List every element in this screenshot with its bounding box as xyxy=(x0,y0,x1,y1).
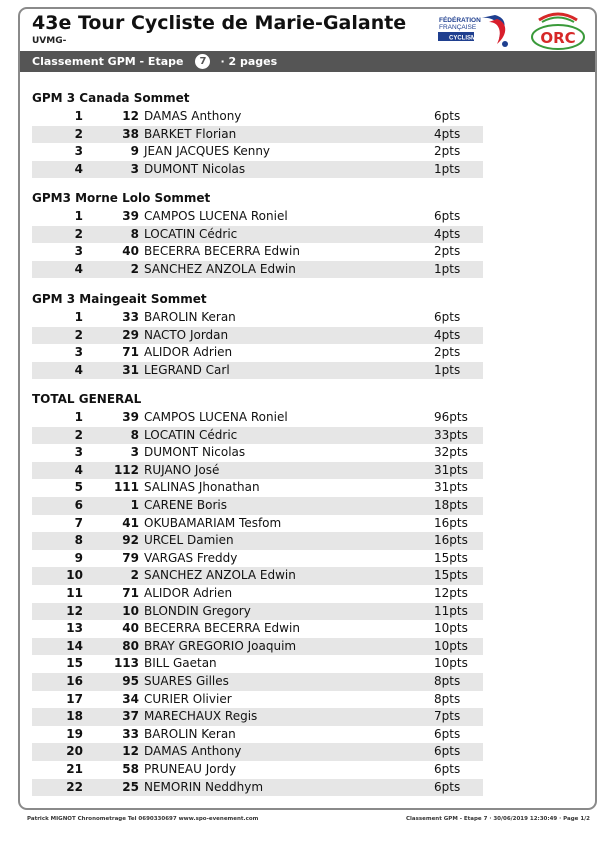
section-title: GPM3 Morne Lolo Sommet xyxy=(32,191,211,205)
ranking-row xyxy=(32,243,483,261)
bib-number: 33 xyxy=(122,726,139,741)
rider-name: DUMONT Nicolas xyxy=(144,445,246,460)
rider-name: ALIDOR Adrien xyxy=(144,586,233,600)
bib-number: 37 xyxy=(122,709,139,724)
rank: 20 xyxy=(66,744,83,759)
results-sheet xyxy=(18,7,597,810)
bib-number: 58 xyxy=(122,762,139,776)
ranking-row xyxy=(32,691,483,709)
rank: 12 xyxy=(66,603,83,618)
points: 31pts xyxy=(434,480,468,495)
rider-name: JEAN JACQUES Kenny xyxy=(144,144,271,159)
rank: 3 xyxy=(74,144,83,159)
section-title: GPM 3 Canada Sommet xyxy=(32,91,190,105)
rank: 17 xyxy=(66,691,83,706)
ranking-row xyxy=(32,532,483,550)
rank: 11 xyxy=(66,586,83,600)
bib-number: 9 xyxy=(130,144,139,159)
banner-label: Classement GPM - Etape xyxy=(32,55,184,68)
bib-number: 95 xyxy=(122,674,139,688)
bib-number: 12 xyxy=(122,109,139,123)
points: 6pts xyxy=(434,109,461,123)
points: 6pts xyxy=(434,779,461,794)
rider-name: LOCATIN Cédric xyxy=(144,226,238,241)
footer-page-info: Classement GPM - Etape 7 · 30/06/2019 12:30:49 · Page 1/2 xyxy=(405,816,590,822)
rider-name: SALINAS Jhonathan xyxy=(144,480,260,495)
points: 1pts xyxy=(434,362,461,377)
points: 6pts xyxy=(434,762,461,776)
bib-number: 29 xyxy=(122,327,139,342)
ranking-row xyxy=(32,620,483,638)
points: 33pts xyxy=(434,427,468,442)
points: 15pts xyxy=(434,550,468,565)
ranking-row xyxy=(32,567,483,585)
rider-name: LOCATIN Cédric xyxy=(144,427,238,442)
points: 10pts xyxy=(434,638,468,653)
bib-number: 80 xyxy=(122,638,139,653)
bib-number: 113 xyxy=(113,656,139,671)
rider-name: BECERRA BECERRA Edwin xyxy=(144,244,300,259)
bib-number: 3 xyxy=(130,161,139,176)
rider-name: URCEL Damien xyxy=(144,533,234,548)
rank: 10 xyxy=(66,568,83,583)
bib-number: 31 xyxy=(122,362,139,377)
rank: 5 xyxy=(74,480,83,495)
page-count: · 2 pages xyxy=(220,55,278,68)
points: 10pts xyxy=(434,656,468,671)
points: 16pts xyxy=(434,515,468,530)
rank: 4 xyxy=(74,462,83,477)
ranking-row xyxy=(32,603,483,621)
bib-number: 10 xyxy=(122,603,139,618)
rank: 4 xyxy=(74,161,83,176)
rider-name: ALIDOR Adrien xyxy=(144,345,233,360)
points: 32pts xyxy=(434,445,468,460)
rank: 1 xyxy=(74,109,83,123)
points: 6pts xyxy=(434,726,461,741)
ranking-row xyxy=(32,208,483,226)
points: 4pts xyxy=(434,226,461,241)
rank: 22 xyxy=(66,779,83,794)
ranking-row xyxy=(32,779,483,797)
ranking-row xyxy=(32,655,483,673)
rider-name: BECERRA BECERRA Edwin xyxy=(144,621,300,636)
bib-number: 39 xyxy=(122,410,139,424)
points: 1pts xyxy=(434,261,461,276)
rider-name: RUJANO José xyxy=(144,462,220,477)
bib-number: 40 xyxy=(122,621,139,636)
bib-number: 8 xyxy=(130,226,139,241)
bib-number: 25 xyxy=(122,779,139,794)
rank: 2 xyxy=(74,427,83,442)
ranking-row xyxy=(32,743,483,761)
ranking-row xyxy=(32,143,483,161)
points: 6pts xyxy=(434,310,461,324)
rank: 4 xyxy=(74,261,83,276)
ranking-row xyxy=(32,427,483,445)
rider-name: OKUBAMARIAM Tesfom xyxy=(144,515,282,530)
rank: 2 xyxy=(74,327,83,342)
ranking-row xyxy=(32,708,483,726)
rider-name: DAMAS Anthony xyxy=(144,744,242,759)
ranking-banner xyxy=(20,51,595,72)
rider-name: BILL Gaetan xyxy=(144,656,217,671)
ranking-row xyxy=(32,126,483,144)
rider-name: BRAY GREGORIO Joaquim xyxy=(144,638,297,653)
rank: 2 xyxy=(74,226,83,241)
ranking-row xyxy=(32,673,483,691)
rider-name: BARKET Florian xyxy=(144,126,237,141)
svg-text:CYCLISME: CYCLISME xyxy=(449,35,481,42)
rank: 8 xyxy=(74,533,83,548)
points: 2pts xyxy=(434,244,461,259)
bib-number: 3 xyxy=(130,445,139,460)
ranking-row xyxy=(32,479,483,497)
svg-text:FRANÇAISE: FRANÇAISE xyxy=(439,24,477,31)
rider-name: BLONDIN Gregory xyxy=(144,603,251,618)
ranking-row xyxy=(32,226,483,244)
bib-number: 92 xyxy=(122,533,139,548)
rider-name: BAROLIN Keran xyxy=(144,726,236,741)
rank: 21 xyxy=(66,762,83,776)
bib-number: 112 xyxy=(113,462,139,477)
ranking-row xyxy=(32,261,483,279)
bib-number: 79 xyxy=(122,550,139,565)
stage-number-badge: 7 xyxy=(195,54,210,69)
rank: 16 xyxy=(66,674,83,688)
rank: 1 xyxy=(74,310,83,324)
points: 15pts xyxy=(434,568,468,583)
rider-name: NACTO Jordan xyxy=(144,327,229,342)
points: 4pts xyxy=(434,126,461,141)
ranking-row xyxy=(32,726,483,744)
rider-name: MARECHAUX Regis xyxy=(144,709,258,724)
rider-name: CAMPOS LUCENA Roniel xyxy=(144,410,288,424)
bib-number: 39 xyxy=(122,209,139,223)
ranking-row xyxy=(32,497,483,515)
rider-name: CARENE Boris xyxy=(144,498,227,512)
bib-number: 33 xyxy=(122,310,139,324)
ranking-row xyxy=(32,515,483,533)
points: 2pts xyxy=(434,144,461,159)
bib-number: 12 xyxy=(122,744,139,759)
page-subtitle: UVMG- xyxy=(32,36,67,46)
rank: 18 xyxy=(66,709,83,724)
svg-text:FÉDÉRATION: FÉDÉRATION xyxy=(439,17,481,24)
rank: 3 xyxy=(74,445,83,460)
rider-name: VARGAS Freddy xyxy=(144,550,238,565)
bib-number: 34 xyxy=(122,691,139,706)
points: 7pts xyxy=(434,709,461,724)
points: 96pts xyxy=(434,410,468,424)
ranking-row xyxy=(32,462,483,480)
bib-number: 2 xyxy=(130,568,139,583)
points: 11pts xyxy=(434,603,468,618)
section-title: TOTAL GENERAL xyxy=(32,392,142,406)
svg-text:ORC: ORC xyxy=(540,29,576,47)
points: 8pts xyxy=(434,691,461,706)
footer-credit: Patrick MIGNOT Chronometrage Tel 0690330697 www.spo-evenement.com xyxy=(27,816,259,822)
ranking-row xyxy=(32,309,483,327)
points: 6pts xyxy=(434,209,461,223)
rank: 3 xyxy=(74,345,83,360)
ranking-row xyxy=(32,161,483,179)
ranking-row xyxy=(32,444,483,462)
bib-number: 1 xyxy=(130,498,139,512)
rank: 1 xyxy=(74,209,83,223)
rank: 6 xyxy=(74,498,83,512)
ranking-row xyxy=(32,362,483,380)
rank: 7 xyxy=(74,515,83,530)
rider-name: LEGRAND Carl xyxy=(144,362,230,377)
ranking-row xyxy=(32,761,483,779)
rank: 4 xyxy=(74,362,83,377)
rider-name: PRUNEAU Jordy xyxy=(144,762,237,776)
bib-number: 71 xyxy=(122,345,139,360)
rank: 19 xyxy=(66,726,83,741)
bib-number: 40 xyxy=(122,244,139,259)
rank: 1 xyxy=(74,410,83,424)
orc-logo xyxy=(529,10,587,52)
points: 31pts xyxy=(434,462,468,477)
rank: 3 xyxy=(74,244,83,259)
bib-number: 111 xyxy=(113,480,139,495)
bib-number: 71 xyxy=(122,586,139,600)
rider-name: CURIER Olivier xyxy=(144,691,232,706)
rank: 9 xyxy=(74,550,83,565)
rider-name: BAROLIN Keran xyxy=(144,310,236,324)
ranking-row xyxy=(32,327,483,345)
ranking-row xyxy=(32,108,483,126)
rider-name: NEMORIN Neddhym xyxy=(144,779,264,794)
rank: 14 xyxy=(66,638,83,653)
points: 10pts xyxy=(434,621,468,636)
ranking-row xyxy=(32,550,483,568)
points: 2pts xyxy=(434,345,461,360)
points: 8pts xyxy=(434,674,461,688)
rank: 15 xyxy=(66,656,83,671)
section-title: GPM 3 Maingeait Sommet xyxy=(32,292,207,306)
points: 4pts xyxy=(434,327,461,342)
rider-name: SANCHEZ ANZOLA Edwin xyxy=(144,261,296,276)
rider-name: DUMONT Nicolas xyxy=(144,161,246,176)
points: 6pts xyxy=(434,744,461,759)
points: 18pts xyxy=(434,498,468,512)
bib-number: 2 xyxy=(130,261,139,276)
ranking-row xyxy=(32,409,483,427)
ranking-row xyxy=(32,638,483,656)
bib-number: 38 xyxy=(122,126,139,141)
ranking-row xyxy=(32,585,483,603)
points: 12pts xyxy=(434,586,468,600)
rider-name: DAMAS Anthony xyxy=(144,109,242,123)
bib-number: 41 xyxy=(122,515,139,530)
ffc-logo xyxy=(437,14,517,50)
points: 16pts xyxy=(434,533,468,548)
page-title: 43e Tour Cycliste de Marie-Galante xyxy=(32,12,407,34)
ranking-row xyxy=(32,344,483,362)
rider-name: CAMPOS LUCENA Roniel xyxy=(144,209,288,223)
points: 1pts xyxy=(434,161,461,176)
rank: 2 xyxy=(74,126,83,141)
rider-name: SUARES Gilles xyxy=(144,674,229,688)
bib-number: 8 xyxy=(130,427,139,442)
rank: 13 xyxy=(66,621,83,636)
rider-name: SANCHEZ ANZOLA Edwin xyxy=(144,568,296,583)
